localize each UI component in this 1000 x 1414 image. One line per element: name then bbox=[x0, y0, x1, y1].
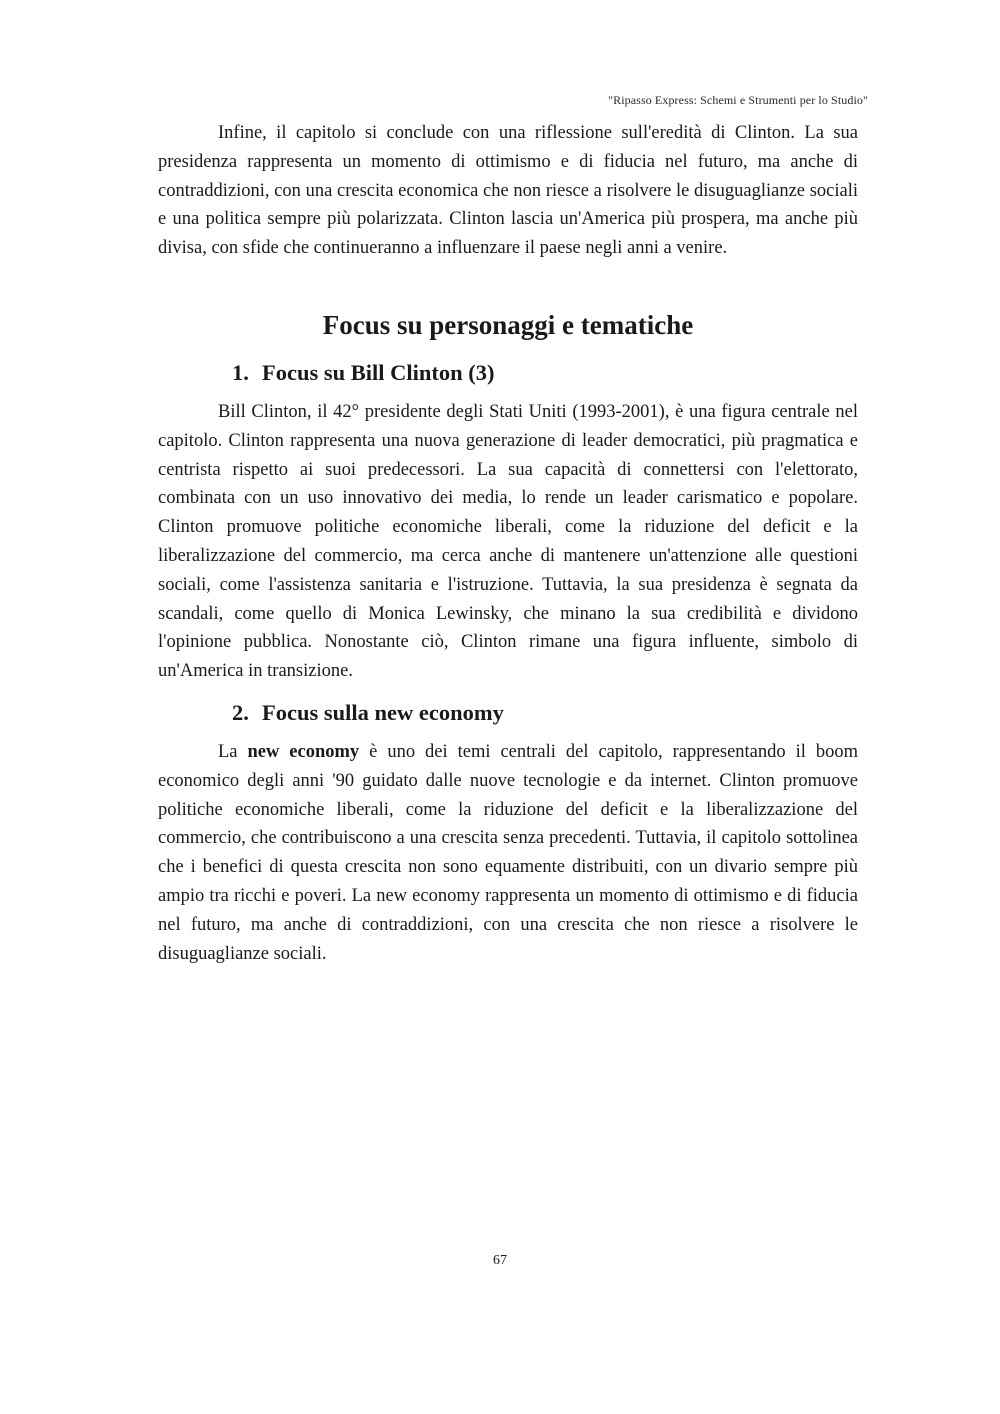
heading-focus-economy bbox=[232, 700, 504, 726]
page-number: 67 bbox=[493, 1253, 507, 1268]
economy-bold-term: new economy bbox=[247, 742, 360, 762]
heading-text: Focus sulla new economy bbox=[262, 700, 504, 725]
intro-paragraph: Infine, il capitolo si conclude con una riflessione sull'eredità di Clinton. La sua presidenza rappresenta un momento di ottimismo e di fiducia nel futuro, ma anche di contraddizioni, con una crescita economica che non riesce a risolvere le disuguaglianze sociali e una politica sempre più polarizzata. Clinton lascia un'America più prospera, ma anche più divisa, con sfide che continueranno a influenzare il paese negli anni a venire. bbox=[158, 123, 858, 259]
section-title: Focus su personaggi e tematiche bbox=[322, 310, 694, 340]
economy-text-rest: è uno dei temi centrali del capitolo, rappresentando il boom economico degli anni '90 guidato dalle nuove tecnologie e da internet. Clinton promuove politiche economiche liberali, come la riduzione del deficit e la liberalizzazione del commercio, che contribuiscono a una crescita senza precedenti. Tuttavia, il capitolo sottolinea che i benefici di questa crescita non sono equamente distribuiti, con un divario sempre più ampio tra ricchi e poveri. La new economy rappresenta un momento di ottimismo e di fiducia nel futuro, ma anche di contraddizioni, con una crescita che non riesce a risolvere le disuguaglianze sociali. bbox=[158, 742, 858, 964]
economy-text-start: La bbox=[218, 742, 248, 762]
heading-focus-clinton bbox=[232, 360, 495, 386]
heading-number: 1. bbox=[232, 360, 249, 385]
economy-paragraph bbox=[158, 738, 858, 968]
heading-text: Focus su Bill Clinton (3) bbox=[262, 360, 495, 385]
running-header: "Ripasso Express: Schemi e Strumenti per lo Studio" bbox=[608, 93, 868, 107]
clinton-paragraph: Bill Clinton, il 42° presidente degli Stati Uniti (1993-2001), è una figura centrale nel capitolo. Clinton rappresenta una nuova generazione di leader democratici, più pragmatica e centrista rispetto ai suoi predecessori. La sua capacità di connettersi con l'elettorato, combinata con un uso innovativo dei media, lo rende un leader carismatico e popolare. Clinton promuove politiche economiche liberali, come la riduzione del deficit e la liberalizzazione del commercio, ma cerca anche di mantenere un'attenzione alle questioni sociali, come l'assistenza sanitaria e l'istruzione. Tuttavia, la sua presidenza è segnata da scandali, come quello di Monica Lewinsky, che minano la sua credibilità e dividono l'opinione pubblica. Nonostante ciò, Clinton rimane una figura influente, simbolo di un'America in transizione. bbox=[158, 402, 858, 682]
heading-number: 2. bbox=[232, 700, 249, 725]
